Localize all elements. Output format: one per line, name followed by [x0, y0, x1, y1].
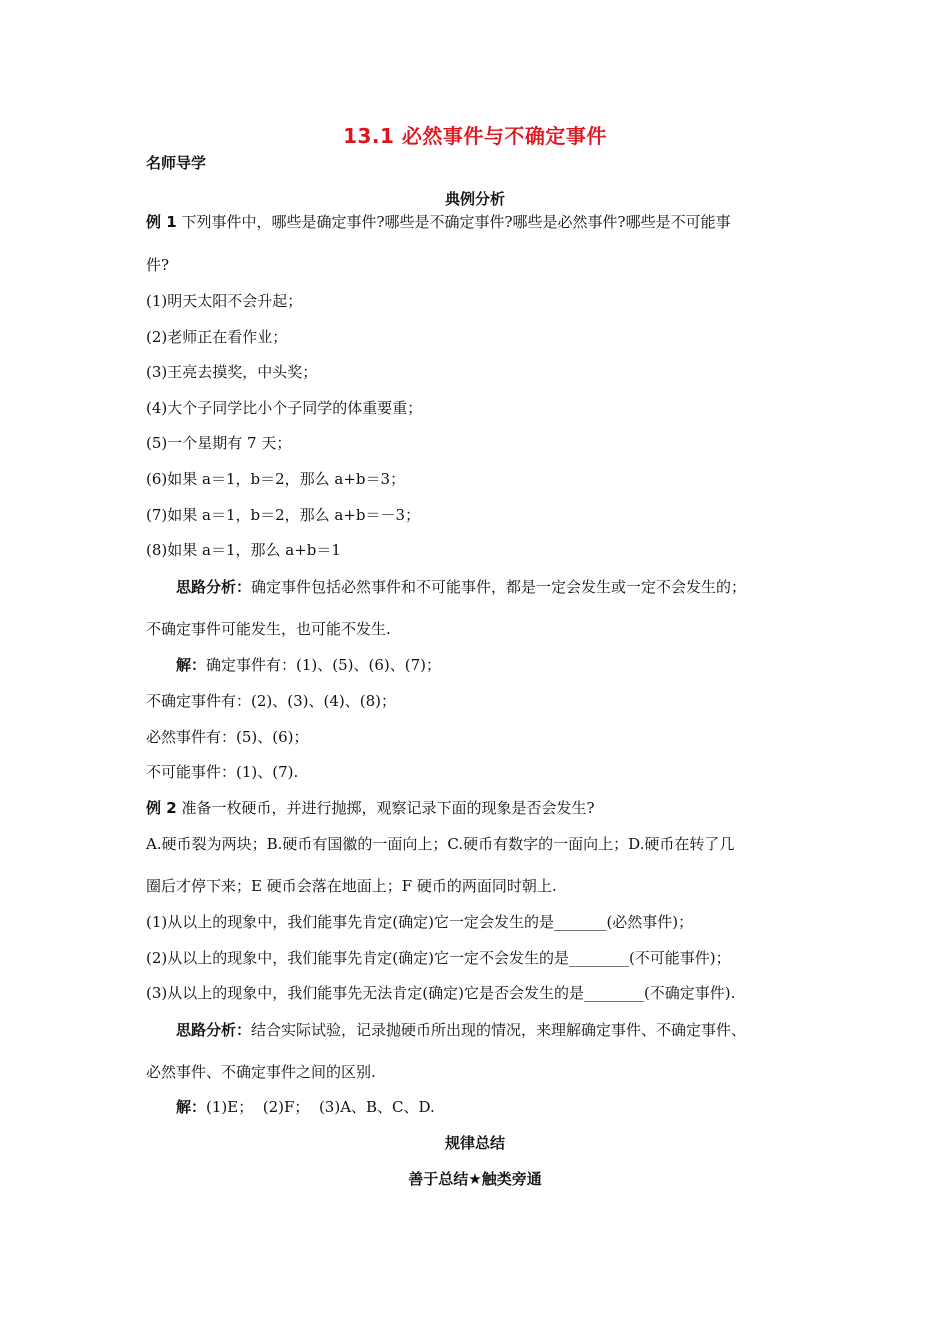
example1-solution-label: 解：	[176, 656, 207, 674]
example2-label: 例 2	[146, 799, 177, 817]
example1-analysis-line2: 不确定事件可能发生，也可能不发生.	[146, 620, 391, 638]
example2-analysis-text: 结合实际试验，记录抛硬币所出现的情况，来理解确定事件、不确定事件、	[251, 1021, 747, 1039]
example2-solution-text: (1)E； (2)F； (3)A、B、C、D.	[206, 1098, 435, 1116]
example2-question-text: 准备一枚硬币，并进行抛掷，观察记录下面的现象是否会发生?	[176, 799, 595, 817]
example2-item-2: (2)从以上的现象中，我们能事先肯定(确定)它一定不会发生的是________(不可能事件)；	[146, 949, 731, 967]
example1-question-line2: 件?	[146, 256, 170, 274]
example1-analysis-label: 思路分析：	[176, 578, 252, 596]
example1-item-7: (7)如果 a＝1，b＝2，那么 a+b＝－3；	[146, 506, 421, 524]
example1-item-1: (1)明天太阳不会升起；	[146, 292, 303, 310]
example1-solution-line3: 必然事件有：(5)、(6)；	[146, 728, 309, 746]
example2-options-line2: 圈后才停下来；E 硬币会落在地面上；F 硬币的两面同时朝上.	[146, 877, 557, 895]
example1-solution-line1	[176, 655, 441, 675]
example2-options-line1: A.硬币裂为两块；B.硬币有国徽的一面向上；C.硬币有数字的一面向上；D.硬币在转了几	[146, 835, 735, 853]
section-label: 名师导学	[146, 154, 207, 172]
example1-item-3: (3)王亮去摸奖，中头奖；	[146, 363, 318, 381]
example1-analysis-line1	[176, 577, 746, 597]
example1-question-text: 下列事件中，哪些是确定事件?哪些是不确定事件?哪些是必然事件?哪些是不可能事	[176, 213, 731, 231]
example1-label: 例 1	[146, 213, 177, 231]
example2-question	[146, 798, 595, 818]
example2-analysis-line1	[176, 1020, 746, 1040]
example1-item-8: (8)如果 a＝1，那么 a+b＝1	[146, 541, 341, 559]
example2-solution-label: 解：	[176, 1098, 207, 1116]
example2-analysis-line2: 必然事件、不确定事件之间的区别.	[146, 1063, 376, 1081]
example2-item-3: (3)从以上的现象中，我们能事先无法肯定(确定)它是否会发生的是________(不确定事件).	[146, 984, 736, 1002]
example2-item-1: (1)从以上的现象中，我们能事先肯定(确定)它一定会发生的是_______(必然事件)；	[146, 913, 694, 931]
heading-tagline: 善于总结★触类旁通	[408, 1170, 542, 1188]
example2-analysis-label: 思路分析：	[176, 1021, 252, 1039]
heading-summary: 规律总结	[444, 1134, 505, 1152]
example1-item-4: (4)大个子同学比小个子同学的体重要重；	[146, 399, 423, 417]
example1-solution-text: 确定事件有：(1)、(5)、(6)、(7)；	[206, 656, 442, 674]
page-title: 13.1 必然事件与不确定事件	[343, 124, 607, 148]
example1-analysis-text: 确定事件包括必然事件和不可能事件，都是一定会发生或一定不会发生的；	[251, 578, 747, 596]
example1-item-2: (2)老师正在看作业；	[146, 328, 288, 346]
example2-solution	[176, 1097, 435, 1117]
example1-solution-line2: 不确定事件有：(2)、(3)、(4)、(8)；	[146, 692, 396, 710]
example1-question-line1	[146, 212, 731, 232]
example1-item-6: (6)如果 a＝1，b＝2，那么 a+b＝3；	[146, 470, 406, 488]
heading-examples: 典例分析	[444, 190, 505, 208]
example1-item-5: (5)一个星期有 7 天；	[146, 434, 292, 452]
example1-solution-line4: 不可能事件：(1)、(7).	[146, 763, 299, 781]
